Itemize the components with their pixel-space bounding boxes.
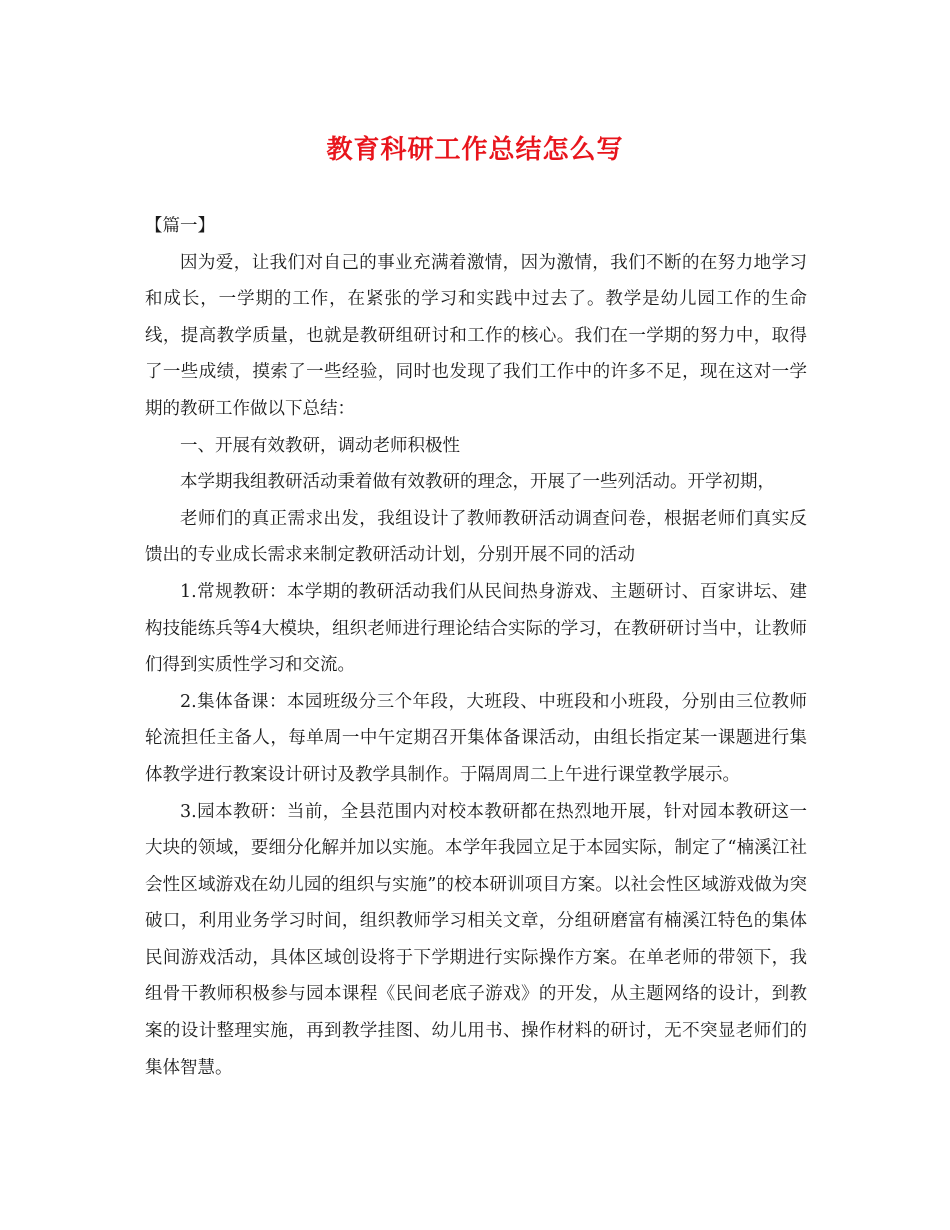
section-label: 【篇一】 — [145, 216, 215, 236]
paragraph-activities: 本学期我组教研活动秉着做有效教研的理念，开展了一些列活动。开学初期， — [180, 472, 775, 493]
paragraph-survey: 老师们的真正需求出发，我组设计了教师教研活动调查问卷，根据老师们真实反馈出的专业成长需求来制定教研活动计划，分别开展不同的活动 — [145, 508, 807, 566]
paragraph-collective-lesson-prep: 2.集体备课：本园班级分三个年段，大班段、中班段和小班段，分别由三位教师轮流担任主备人，每单周一中午定期召开集体备课活动，由组长指定某一课题进行集体教学进行教案设计研讨及教学具制作。于隔周周二上午进行课堂教学展示。 — [145, 691, 807, 785]
document-title: 教育科研工作总结怎么写 — [326, 135, 624, 165]
paragraph-school-based-research: 3.园本教研：当前，全县范围内对校本教研都在热烈地开展，针对园本教研这一大块的领域，要细分化解并加以实施。本学年我园立足于本园实际，制定了“楠溪江社会性区域游戏在幼儿园的组织与实施”的校本研训项目方案。以社会性区域游戏做为突破口，利用业务学习时间，组织教师学习相关文章，分组研磨富有楠溪江特色的集体民间游戏活动，具体区域创设将于下学期进行实际操作方案。在单老师的带领下，我组骨干教师积极参与园本课程《民间老底子游戏》的开发，从主题网络的设计，到教案的设计整理实施，再到教学挂图、幼儿用书、操作材料的研讨，无不突显老师们的集体智慧。 — [145, 801, 807, 1078]
heading-section-one: 一、开展有效教研，调动老师积极性 — [180, 435, 460, 456]
paragraph-regular-research: 1.常规教研：本学期的教研活动我们从民间热身游戏、主题研讨、百家讲坛、建构技能练兵等4大模块，组织老师进行理论结合实际的学习，在教研研讨当中，让教师们得到实质性学习和交流。 — [145, 581, 807, 676]
document-body — [145, 208, 807, 1086]
paragraph-intro: 因为爱，让我们对自己的事业充满着激情，因为激情，我们不断的在努力地学习和成长，一学期的工作，在紧张的学习和实践中过去了。教学是幼儿园工作的生命线，提高教学质量，也就是教研组研讨和工作的核心。我们在一学期的努力中，取得了一些成绩，摸索了一些经验，同时也发现了我们工作中的许多不足，现在这对一学期的教研工作做以下总结： — [145, 252, 807, 419]
